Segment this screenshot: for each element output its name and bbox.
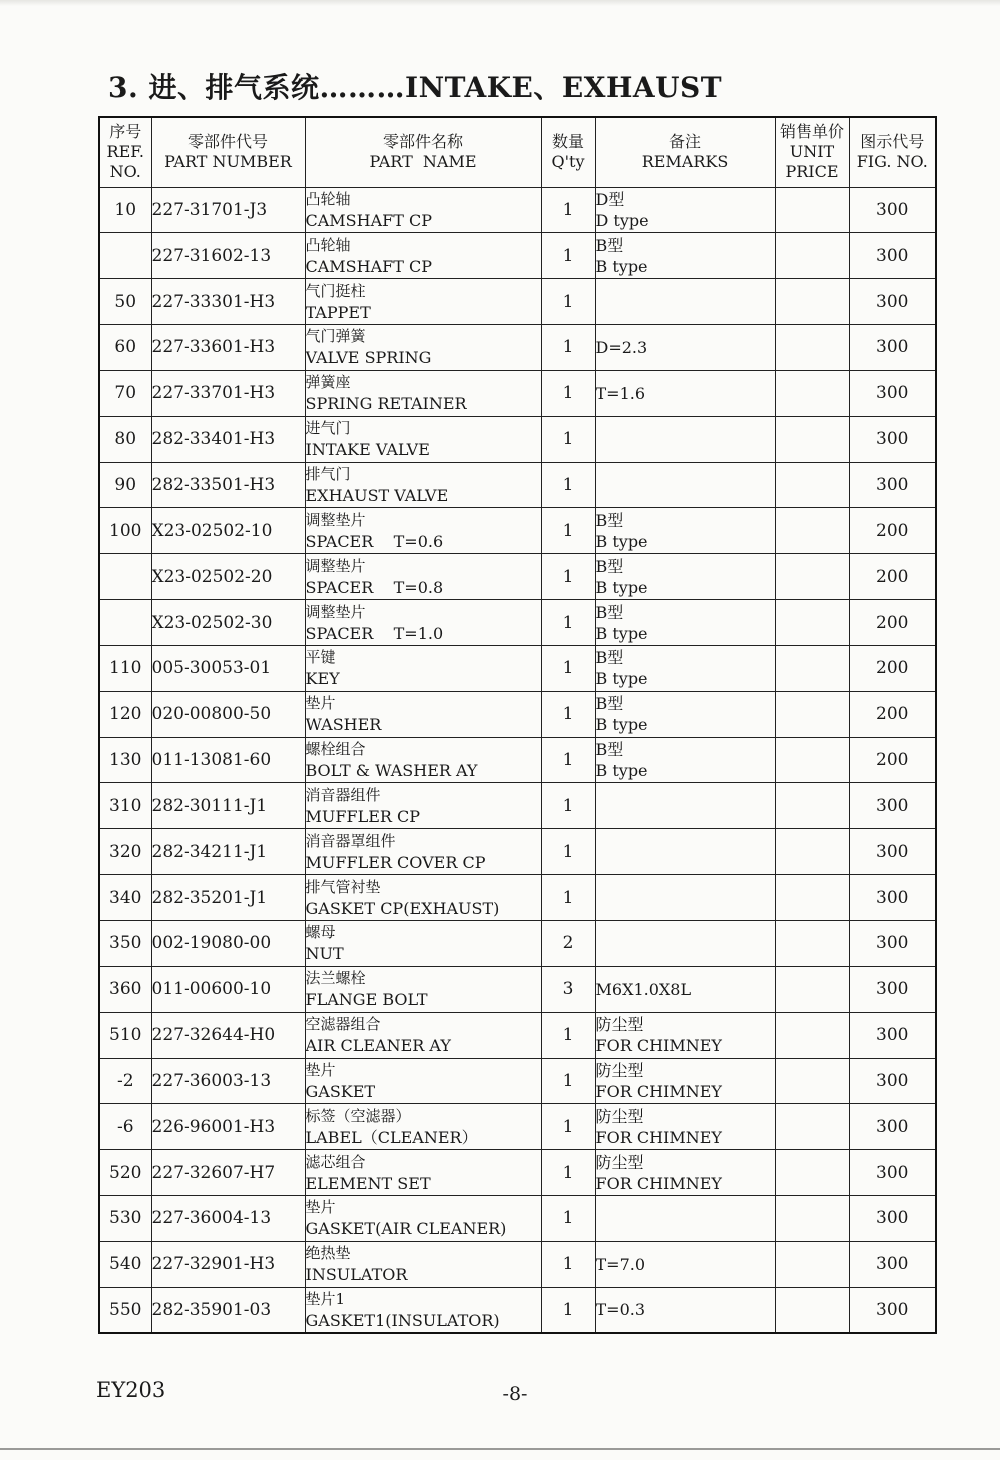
header-qty: 数量 Q'ty	[541, 117, 595, 187]
table-row	[99, 187, 936, 233]
ref-no-cell: 530	[99, 1196, 151, 1242]
remarks-cell	[595, 508, 775, 554]
remarks-line-1: D=2.3	[595, 337, 648, 357]
table-row	[99, 691, 936, 737]
part-number-cell: 227-32644-H0	[151, 1012, 305, 1058]
part-number-cell: 282-35901-03	[151, 1287, 305, 1333]
fig-no-cell: 300	[849, 279, 936, 325]
remarks-cell	[595, 1241, 775, 1287]
part-number-cell: X23-02502-30	[151, 600, 305, 646]
remarks-cell	[595, 600, 775, 646]
ref-no-cell: 130	[99, 737, 151, 783]
part-name-cn: 空滤器组合	[305, 1015, 381, 1034]
part-name-cell	[305, 1150, 541, 1196]
fig-no-cell: 200	[849, 600, 936, 646]
part-name-en: NUT	[305, 944, 344, 964]
header-remarks: 备注 REMARKS	[595, 117, 775, 187]
table-row	[99, 1058, 936, 1104]
table-row	[99, 737, 936, 783]
fig-no-cell: 300	[849, 829, 936, 875]
remarks-line-1: 防尘型	[595, 1015, 644, 1035]
remarks-line-2: FOR CHIMNEY	[595, 1036, 722, 1056]
remarks-cell	[595, 416, 775, 462]
unit-price-cell	[775, 233, 849, 279]
fig-no-cell: 300	[849, 1012, 936, 1058]
fig-no-cell: 300	[849, 370, 936, 416]
part-number-cell: 227-33301-H3	[151, 279, 305, 325]
part-name-en: VALVE SPRING	[305, 348, 432, 368]
qty-cell: 1	[541, 1058, 595, 1104]
remarks-line-2: B type	[595, 577, 648, 597]
unit-price-cell	[775, 645, 849, 691]
part-name-cn: 垫片	[305, 1198, 336, 1217]
part-name-en: SPACER T=1.0	[305, 623, 444, 643]
ref-no-cell: -6	[99, 1104, 151, 1150]
fig-no-cell: 200	[849, 508, 936, 554]
remarks-line-2: FOR CHIMNEY	[595, 1173, 722, 1193]
part-name-cell	[305, 1196, 541, 1242]
remarks-line-1: B型	[595, 648, 624, 668]
table-row	[99, 370, 936, 416]
part-name-cn: 气门弹簧	[305, 327, 366, 346]
remarks-line-1: D型	[595, 189, 625, 209]
part-name-cn: 法兰螺栓	[305, 969, 366, 988]
ref-no-cell: -2	[99, 1058, 151, 1104]
ref-no-cell: 540	[99, 1241, 151, 1287]
remarks-line-1: 防尘型	[595, 1106, 644, 1126]
remarks-cell	[595, 645, 775, 691]
part-name-cn: 螺栓组合	[305, 740, 366, 759]
part-name-en: SPACER T=0.6	[305, 531, 444, 551]
fig-no-cell: 300	[849, 1287, 936, 1333]
table-row	[99, 1241, 936, 1287]
part-name-cn: 排气管衬垫	[305, 877, 381, 896]
part-number-cell: 227-33701-H3	[151, 370, 305, 416]
ref-no-cell: 10	[99, 187, 151, 233]
remarks-cell	[595, 691, 775, 737]
unit-price-cell	[775, 875, 849, 921]
unit-price-cell	[775, 279, 849, 325]
ref-no-cell: 320	[99, 829, 151, 875]
part-name-en: WASHER	[305, 715, 382, 735]
remarks-line-2: B type	[595, 256, 648, 276]
part-name-cn: 调整垫片	[305, 602, 366, 621]
part-name-en: CAMSHAFT CP	[305, 210, 433, 230]
part-name-cell	[305, 1241, 541, 1287]
table-header-row	[99, 117, 936, 187]
fig-no-cell: 300	[849, 966, 936, 1012]
part-name-cell	[305, 233, 541, 279]
part-name-cell	[305, 966, 541, 1012]
table-row	[99, 233, 936, 279]
qty-cell: 1	[541, 416, 595, 462]
part-number-cell: 002-19080-00	[151, 921, 305, 967]
remarks-cell	[595, 737, 775, 783]
part-number-cell: X23-02502-20	[151, 554, 305, 600]
unit-price-cell	[775, 966, 849, 1012]
ref-no-cell: 340	[99, 875, 151, 921]
part-number-cell: 227-33601-H3	[151, 325, 305, 371]
unit-price-cell	[775, 600, 849, 646]
part-name-en: INSULATOR	[305, 1265, 408, 1285]
remarks-cell	[595, 370, 775, 416]
header-part-name: 零部件名称 PART NAME	[305, 117, 541, 187]
ref-no-cell	[99, 233, 151, 279]
remarks-line-2: B type	[595, 715, 648, 735]
part-name-cell	[305, 554, 541, 600]
part-number-cell: 005-30053-01	[151, 645, 305, 691]
part-name-cn: 垫片	[305, 694, 336, 713]
ref-no-cell: 310	[99, 783, 151, 829]
part-name-cell	[305, 921, 541, 967]
table-row	[99, 1104, 936, 1150]
unit-price-cell	[775, 1150, 849, 1196]
part-number-cell: 227-36003-13	[151, 1058, 305, 1104]
remarks-cell	[595, 1287, 775, 1333]
unit-price-cell	[775, 783, 849, 829]
ref-no-cell: 520	[99, 1150, 151, 1196]
fig-no-cell: 300	[849, 1058, 936, 1104]
ref-no-cell: 350	[99, 921, 151, 967]
header-ref-no: 序号 REF. NO.	[99, 117, 151, 187]
part-name-cn: 弹簧座	[305, 373, 351, 392]
ref-no-cell: 510	[99, 1012, 151, 1058]
fig-no-cell: 200	[849, 645, 936, 691]
table-row	[99, 921, 936, 967]
part-name-cn: 排气门	[305, 464, 351, 483]
header-part-number: 零部件代号 PART NUMBER	[151, 117, 305, 187]
remarks-cell	[595, 1104, 775, 1150]
ref-no-cell: 120	[99, 691, 151, 737]
unit-price-cell	[775, 1287, 849, 1333]
part-name-cn: 垫片1	[305, 1289, 346, 1308]
model-code: EY203	[96, 1378, 166, 1402]
remarks-line-1: B型	[595, 740, 624, 760]
part-name-cn: 凸轮轴	[305, 189, 351, 208]
remarks-line-1: B型	[595, 235, 624, 255]
table-row	[99, 829, 936, 875]
unit-price-cell	[775, 325, 849, 371]
fig-no-cell: 200	[849, 691, 936, 737]
part-name-cn: 垫片	[305, 1060, 336, 1079]
part-name-en: KEY	[305, 669, 340, 689]
remarks-line-2: D type	[595, 210, 649, 230]
part-name-cell	[305, 600, 541, 646]
remarks-cell	[595, 233, 775, 279]
qty-cell: 2	[541, 921, 595, 967]
fig-no-cell: 300	[849, 325, 936, 371]
part-name-en: SPRING RETAINER	[305, 394, 467, 414]
qty-cell: 1	[541, 325, 595, 371]
fig-no-cell: 300	[849, 1104, 936, 1150]
part-name-cell	[305, 875, 541, 921]
ref-no-cell	[99, 554, 151, 600]
part-name-cell	[305, 187, 541, 233]
remarks-line-1: B型	[595, 694, 624, 714]
remarks-cell	[595, 554, 775, 600]
part-name-en: GASKET CP(EXHAUST)	[305, 898, 500, 918]
part-name-cell	[305, 462, 541, 508]
qty-cell: 1	[541, 187, 595, 233]
remarks-cell	[595, 1058, 775, 1104]
part-name-cell	[305, 1287, 541, 1333]
remarks-cell	[595, 462, 775, 508]
qty-cell: 1	[541, 370, 595, 416]
table-row	[99, 783, 936, 829]
ref-no-cell: 50	[99, 279, 151, 325]
part-number-cell: 227-32901-H3	[151, 1241, 305, 1287]
ref-no-cell: 550	[99, 1287, 151, 1333]
part-number-cell: 282-30111-J1	[151, 783, 305, 829]
remarks-cell	[595, 1196, 775, 1242]
remarks-line-1: B型	[595, 602, 624, 622]
part-name-cell	[305, 325, 541, 371]
remarks-cell	[595, 783, 775, 829]
unit-price-cell	[775, 1241, 849, 1287]
remarks-line-1: T=7.0	[595, 1254, 646, 1274]
remarks-line-2: B type	[595, 531, 648, 551]
remarks-line-1: B型	[595, 510, 624, 530]
unit-price-cell	[775, 508, 849, 554]
qty-cell: 1	[541, 1012, 595, 1058]
part-number-cell: 226-96001-H3	[151, 1104, 305, 1150]
fig-no-cell: 300	[849, 921, 936, 967]
part-name-cell	[305, 737, 541, 783]
unit-price-cell	[775, 921, 849, 967]
unit-price-cell	[775, 737, 849, 783]
fig-no-cell: 300	[849, 783, 936, 829]
fig-no-cell: 200	[849, 737, 936, 783]
remarks-cell	[595, 829, 775, 875]
table-row	[99, 1150, 936, 1196]
ref-no-cell: 90	[99, 462, 151, 508]
section-title: 3. 进、排气系统………INTAKE、EXHAUST	[108, 71, 723, 104]
part-number-cell: 227-32607-H7	[151, 1150, 305, 1196]
remarks-cell	[595, 966, 775, 1012]
fig-no-cell: 300	[849, 875, 936, 921]
part-name-cell	[305, 416, 541, 462]
table-row	[99, 1012, 936, 1058]
qty-cell: 1	[541, 1150, 595, 1196]
table-row	[99, 1287, 936, 1333]
unit-price-cell	[775, 1058, 849, 1104]
part-name-en: ELEMENT SET	[305, 1173, 431, 1193]
page-number: -8-	[502, 1383, 528, 1405]
fig-no-cell: 300	[849, 462, 936, 508]
qty-cell: 1	[541, 783, 595, 829]
part-name-cell	[305, 1104, 541, 1150]
qty-cell: 1	[541, 1104, 595, 1150]
ref-no-cell: 80	[99, 416, 151, 462]
part-name-en: FLANGE BOLT	[305, 990, 428, 1010]
part-name-cn: 标签（空滤器）	[305, 1106, 411, 1125]
part-name-cell	[305, 370, 541, 416]
part-name-cell	[305, 645, 541, 691]
ref-no-cell: 60	[99, 325, 151, 371]
part-name-cell	[305, 783, 541, 829]
table-row	[99, 645, 936, 691]
part-number-cell: 227-36004-13	[151, 1196, 305, 1242]
qty-cell: 1	[541, 875, 595, 921]
part-name-en: SPACER T=0.8	[305, 577, 444, 597]
remarks-line-1: B型	[595, 556, 624, 576]
ref-no-cell: 110	[99, 645, 151, 691]
unit-price-cell	[775, 462, 849, 508]
ref-no-cell	[99, 600, 151, 646]
table-row	[99, 600, 936, 646]
qty-cell: 1	[541, 554, 595, 600]
remarks-cell	[595, 1150, 775, 1196]
part-name-cell	[305, 691, 541, 737]
part-name-cell	[305, 508, 541, 554]
table-row	[99, 462, 936, 508]
qty-cell: 1	[541, 600, 595, 646]
remarks-line-1: M6X1.0X8L	[595, 979, 692, 999]
qty-cell: 1	[541, 829, 595, 875]
part-name-en: TAPPET	[305, 302, 371, 322]
qty-cell: 1	[541, 691, 595, 737]
unit-price-cell	[775, 691, 849, 737]
part-name-en: GASKET(AIR CLEANER)	[305, 1219, 507, 1239]
page-top-edge	[0, 0, 1000, 6]
part-name-en: MUFFLER CP	[305, 806, 421, 826]
part-number-cell: 227-31602-13	[151, 233, 305, 279]
part-name-cell	[305, 1058, 541, 1104]
table-row	[99, 279, 936, 325]
part-name-cn: 螺母	[305, 923, 336, 942]
unit-price-cell	[775, 554, 849, 600]
part-name-cell	[305, 829, 541, 875]
remarks-line-1: 防尘型	[595, 1060, 644, 1080]
qty-cell: 1	[541, 1287, 595, 1333]
table-row	[99, 875, 936, 921]
page-bottom-rule	[0, 1448, 1000, 1450]
qty-cell: 1	[541, 279, 595, 325]
part-number-cell: 227-31701-J3	[151, 187, 305, 233]
remarks-line-2: FOR CHIMNEY	[595, 1081, 722, 1101]
qty-cell: 1	[541, 645, 595, 691]
unit-price-cell	[775, 416, 849, 462]
ref-no-cell: 70	[99, 370, 151, 416]
part-name-cn: 平键	[305, 648, 336, 667]
parts-table	[98, 116, 937, 1334]
part-name-en: GASKET1(INSULATOR)	[305, 1310, 500, 1330]
ref-no-cell: 360	[99, 966, 151, 1012]
table-row	[99, 325, 936, 371]
qty-cell: 3	[541, 966, 595, 1012]
remarks-line-2: FOR CHIMNEY	[595, 1127, 722, 1147]
unit-price-cell	[775, 1104, 849, 1150]
part-name-en: MUFFLER COVER CP	[305, 852, 486, 872]
part-name-cn: 消音器罩组件	[305, 831, 396, 850]
qty-cell: 1	[541, 1196, 595, 1242]
part-name-cell	[305, 279, 541, 325]
part-number-cell: 020-00800-50	[151, 691, 305, 737]
qty-cell: 1	[541, 462, 595, 508]
fig-no-cell: 300	[849, 1150, 936, 1196]
part-name-cn: 调整垫片	[305, 556, 366, 575]
qty-cell: 1	[541, 1241, 595, 1287]
remarks-line-2: B type	[595, 761, 648, 781]
part-name-en: BOLT & WASHER AY	[305, 761, 478, 781]
remarks-line-1: T=1.6	[595, 383, 646, 403]
fig-no-cell: 300	[849, 1241, 936, 1287]
part-name-cell	[305, 1012, 541, 1058]
remarks-line-2: B type	[595, 623, 648, 643]
table-row	[99, 966, 936, 1012]
fig-no-cell: 300	[849, 416, 936, 462]
part-number-cell: X23-02502-10	[151, 508, 305, 554]
table-row	[99, 416, 936, 462]
unit-price-cell	[775, 187, 849, 233]
remarks-cell	[595, 187, 775, 233]
part-name-cn: 滤芯组合	[305, 1152, 366, 1171]
part-name-en: EXHAUST VALVE	[305, 485, 449, 505]
remarks-cell	[595, 921, 775, 967]
unit-price-cell	[775, 370, 849, 416]
part-name-en: LABEL（CLEANER）	[305, 1127, 478, 1147]
remarks-line-2: B type	[595, 669, 648, 689]
unit-price-cell	[775, 1012, 849, 1058]
part-name-cn: 消音器组件	[305, 785, 381, 804]
remarks-line-1: T=0.3	[595, 1300, 646, 1320]
part-name-en: CAMSHAFT CP	[305, 256, 433, 276]
unit-price-cell	[775, 829, 849, 875]
part-number-cell: 011-13081-60	[151, 737, 305, 783]
part-name-cn: 气门挺柱	[305, 281, 366, 300]
fig-no-cell: 300	[849, 1196, 936, 1242]
part-name-cn: 进气门	[305, 419, 351, 438]
qty-cell: 1	[541, 737, 595, 783]
remarks-cell	[595, 325, 775, 371]
header-fig-no: 图示代号 FIG. NO.	[849, 117, 936, 187]
qty-cell: 1	[541, 508, 595, 554]
parts-table-body	[99, 187, 936, 1333]
part-name-cn: 凸轮轴	[305, 235, 351, 254]
part-number-cell: 011-00600-10	[151, 966, 305, 1012]
part-name-en: AIR CLEANER AY	[305, 1036, 451, 1056]
fig-no-cell: 300	[849, 233, 936, 279]
fig-no-cell: 300	[849, 187, 936, 233]
qty-cell: 1	[541, 233, 595, 279]
remarks-line-1: 防尘型	[595, 1152, 644, 1172]
part-number-cell: 282-35201-J1	[151, 875, 305, 921]
table-row	[99, 508, 936, 554]
unit-price-cell	[775, 1196, 849, 1242]
part-name-cn: 调整垫片	[305, 510, 366, 529]
part-name-en: INTAKE VALVE	[305, 440, 430, 460]
ref-no-cell: 100	[99, 508, 151, 554]
fig-no-cell: 200	[849, 554, 936, 600]
remarks-cell	[595, 1012, 775, 1058]
part-number-cell: 282-33501-H3	[151, 462, 305, 508]
part-number-cell: 282-33401-H3	[151, 416, 305, 462]
part-number-cell: 282-34211-J1	[151, 829, 305, 875]
table-row	[99, 554, 936, 600]
table-row	[99, 1196, 936, 1242]
part-name-cn: 绝热垫	[305, 1244, 351, 1263]
remarks-cell	[595, 875, 775, 921]
part-name-en: GASKET	[305, 1081, 376, 1101]
remarks-cell	[595, 279, 775, 325]
header-unit-price: 销售单价 UNIT PRICE	[775, 117, 849, 187]
